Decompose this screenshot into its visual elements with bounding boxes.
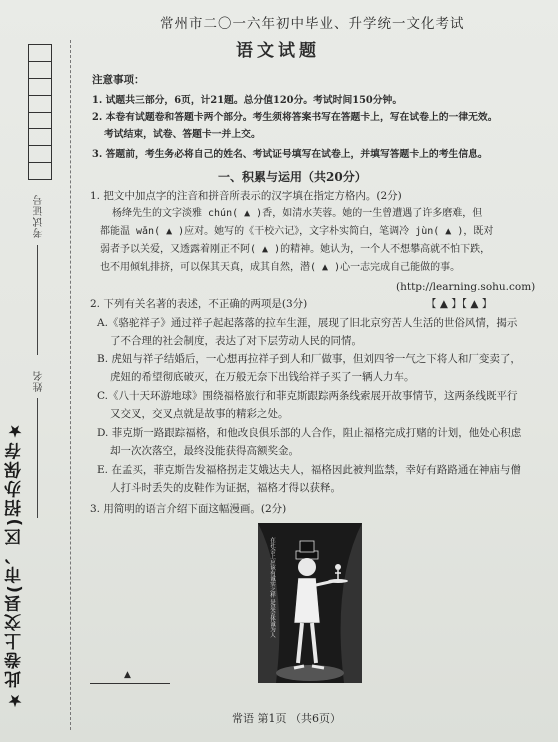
q3-answer-mark: ▲ xyxy=(124,670,131,680)
page-footer: 常语 第1页 （共6页） xyxy=(232,712,341,725)
q2-prompt: 2. 下列有关名著的表述，不正确的两项是(3分) xyxy=(90,298,308,310)
note-item-2b: 考试结束，试卷、答题卡一并上交。 xyxy=(104,129,261,140)
q1-prompt: 1. 把文中加点字的注音和拼音所表示的汉字填在指定方格内。(2分) xyxy=(90,190,402,202)
seat-number-grid xyxy=(28,44,52,180)
q2-option-a2: 了不合理的社会制度，表达了对下层劳动人民的同情。 xyxy=(110,335,362,347)
q3-prompt: 3. 用简明的语言介绍下面这幅漫画。(2分) xyxy=(90,503,287,515)
section-heading: 一、积累与运用（共20分） xyxy=(218,170,367,184)
q2-option-a: A.《骆驼祥子》通过祥子起起落落的拉车生涯，展现了旧北京穷苦人生活的世俗风情，揭示 xyxy=(97,317,518,329)
q1-line-1: 杨绛先生的文字淡雅 chún( ▲ )香，如清水芙蓉。她的一生曾遭遇了许多磨难，但 xyxy=(112,208,483,219)
q2-option-d2: 却一次次落空，最终没能获得高额奖金。 xyxy=(110,445,299,457)
secret-notice: ★此卷上交县(市、区)招办保存★ xyxy=(5,418,25,710)
name-label: 姓名 xyxy=(34,370,45,392)
note-item-1: 1. 试题共三部分，6页，计21题。总分值120分。考试时间150分钟。 xyxy=(92,95,403,106)
q2-option-e2: 人打斗时丢失的皮鞋作为证据，福格才得以获释。 xyxy=(110,482,341,494)
cartoon-caption-left: 在社会上应该有诚实之样 是是会体诚为人 xyxy=(269,537,275,638)
q2-option-c: C.《八十天环游地球》围绕福格旅行和菲克斯跟踪两条线索展开故事情节，这两条线既平行 xyxy=(97,390,518,402)
subject-title: 语文试题 xyxy=(236,41,320,61)
binding-dashed-line xyxy=(70,40,71,730)
q1-line-3: 弱者予以关爱，又透露着刚正不阿( ▲ )的精神。她认为，一个人不想攀高就不怕下跌， xyxy=(100,244,491,255)
q1-line-4: 也不用倾轧排挤，可以保其天真，成其自然，潜( ▲ )心一志完成自己能做的事。 xyxy=(100,262,461,273)
q1-source: (http://learning.sohu.com) xyxy=(396,281,536,293)
name-line xyxy=(37,398,38,518)
exam-title: 常州市二〇一六年初中毕业、升学统一文化考试 xyxy=(160,16,465,32)
notes-title: 注意事项： xyxy=(92,74,145,86)
exam-id-line xyxy=(37,245,38,355)
note-item-3: 3. 答题前，考生务必将自己的姓名、考试证号填写在试卷上，并填写答题卡上的考生信息。 xyxy=(92,149,488,160)
cartoon-image xyxy=(258,523,362,683)
q3-answer-line xyxy=(90,683,170,684)
q2-option-b: B. 虎妞与祥子结婚后，一心想再拉祥子到人和厂做事，但刘四爷一气之下将人和厂变卖了， xyxy=(97,353,521,365)
note-item-2: 2. 本卷有试题卷和答题卡两个部分。考生须将答案书写在答题卡上，写在试卷上的一律无效。 xyxy=(92,112,498,123)
exam-id-label: 考试证号 xyxy=(34,194,45,238)
q2-answer-box: 【 ▲ 】【 ▲ 】 xyxy=(426,298,493,310)
q2-option-b2: 虎妞的希望彻底破灭，在万般无奈下出钱给祥子买了一辆人力车。 xyxy=(110,371,415,383)
q2-option-e: E. 在孟买，菲克斯告发福格拐走艾娥达夫人，福格因此被判监禁，幸好有路路通在神庙与僧 xyxy=(97,464,521,476)
q1-line-2: 都能温 wǎn( ▲ )应对。她写的《干校六记》，文字朴实简白，笔调冷 jùn( ▲ )，既对 xyxy=(100,226,494,237)
binding-margin xyxy=(0,0,70,742)
q2-option-d: D. 菲克斯一路跟踪福格，和他改良俱乐部的人合作，阻止福格完成打赌的计划，他处心积虑 xyxy=(97,427,522,439)
q2-option-c2: 又交叉，交叉点就是故事的精彩之处。 xyxy=(110,408,289,420)
